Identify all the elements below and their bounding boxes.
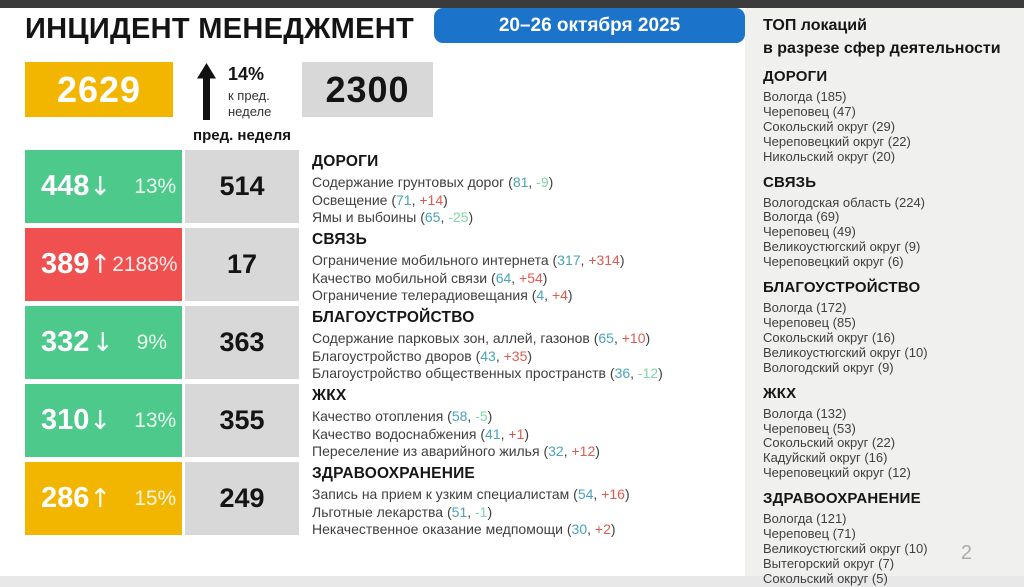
- previous-value-box: 249: [185, 462, 299, 535]
- sidebar-section-header: ЗДРАВООХРАНЕНИЕ: [763, 490, 921, 508]
- subtopic-item: Ограничение мобильного интернета (317, +314): [312, 252, 625, 268]
- location-item: Череповец (49): [763, 224, 856, 240]
- category-header: СВЯЗЬ: [312, 231, 367, 248]
- previous-value-box: 363: [185, 306, 299, 379]
- location-item: Череповец (53): [763, 420, 856, 436]
- location-item: Череповец (85): [763, 314, 856, 330]
- current-value: 332: [41, 326, 90, 358]
- sidebar-section-zhkh: [763, 385, 1014, 482]
- sidebar-section-blagoustroystvo: [763, 279, 1014, 376]
- category-row-zhkh: [25, 384, 757, 460]
- location-item: Череповец (47): [763, 103, 856, 119]
- subtopic-item: Содержание парковых зон, аллей, газонов (65, +10): [312, 330, 651, 346]
- current-value: 310: [41, 404, 90, 436]
- location-item: Вологда (172): [763, 300, 847, 316]
- sidebar-section-header: БЛАГОУСТРОЙСТВО: [763, 279, 921, 297]
- location-item: Череповецкий округ (12): [763, 465, 911, 481]
- current-value-box: [25, 384, 182, 457]
- sidebar-section-header: СВЯЗЬ: [763, 173, 817, 191]
- category-header: БЛАГОУСТРОЙСТВО: [312, 309, 475, 326]
- location-item: Великоустюгский округ (9): [763, 239, 921, 255]
- total-previous-week-value: 2300: [302, 62, 433, 117]
- sidebar-section-header: ДОРОГИ: [763, 68, 828, 85]
- subtopic-item: Освещение (71, +14): [312, 191, 448, 208]
- location-item: Сокольский округ (5): [763, 570, 888, 586]
- category-details: [312, 306, 757, 382]
- sidebar-section-svyaz: [763, 174, 1014, 271]
- current-value: 448: [41, 170, 90, 202]
- category-details: [312, 228, 757, 304]
- current-value-box: [25, 228, 182, 301]
- location-item: Череповецкий округ (6): [763, 254, 904, 270]
- previous-value-box: 514: [185, 150, 299, 223]
- location-item: Череповец (71): [763, 526, 856, 542]
- subtopic-item: Благоустройство дворов (43, +35): [312, 347, 533, 364]
- page-number: 2: [960, 542, 972, 564]
- subtopic-item: Качество водоснабжения (41, +1): [312, 425, 530, 442]
- subtopic-item: Некачественное оказание медпомощи (30, +2): [312, 521, 616, 538]
- category-header: ДОРОГИ: [312, 153, 379, 170]
- category-row-dorogi: [25, 150, 757, 226]
- category-row-svyaz: [25, 228, 757, 304]
- trend-percent: 2188%: [112, 252, 178, 276]
- location-item: Вытегорский округ (7): [763, 555, 895, 571]
- total-change-caption-line2: неделе: [228, 103, 272, 119]
- subtopic-item: Ограничение телерадиовещания (4, +4): [312, 287, 573, 304]
- previous-week-column-label: пред. неделя: [193, 127, 291, 144]
- location-item: Кадуйский округ (16): [763, 450, 888, 466]
- total-change-percent: 14%: [228, 64, 265, 84]
- date-range-badge: 20–26 октября 2025: [434, 8, 745, 43]
- subtopic-item: Льготные лекарства (51, -1): [312, 503, 493, 520]
- trend-percent: 13%: [134, 174, 177, 198]
- location-item: Вологодский округ (9): [763, 359, 894, 375]
- trend-percent: 13%: [134, 408, 177, 432]
- location-item: Никольский округ (20): [763, 148, 896, 164]
- location-item: Череповецкий округ (22): [763, 133, 911, 149]
- up-arrow-icon: [197, 63, 216, 120]
- location-item: Вологда (121): [763, 511, 847, 527]
- location-item: Вологда (185): [763, 89, 847, 104]
- trend-percent: 9%: [136, 330, 167, 354]
- subtopic-item: Качество отопления (58, -5): [312, 408, 493, 424]
- page-title: ИНЦИДЕНТ МЕНЕДЖМЕНТ: [25, 13, 415, 45]
- subtopic-item: Запись на прием к узким специалистам (54, +16): [312, 486, 630, 502]
- location-item: Великоустюгский округ (10): [763, 344, 928, 360]
- top-locations-sidebar: [745, 0, 1024, 586]
- previous-value-box: 355: [185, 384, 299, 457]
- current-value: 389: [41, 248, 90, 280]
- category-details: [312, 150, 757, 226]
- top-divider-bar: [0, 0, 1024, 8]
- location-item: Вологодская область (224): [763, 194, 926, 210]
- subtopic-item: Благоустройство общественных пространств (36, -12): [312, 365, 663, 382]
- location-item: Сокольский округ (29): [763, 118, 896, 134]
- trend-up-arrow-icon: ↑: [89, 483, 112, 514]
- current-value: 286: [41, 482, 90, 514]
- current-value-box: [25, 462, 182, 535]
- sidebar-section-zdravookhranenie: [763, 490, 1014, 587]
- total-change-block: [228, 64, 271, 119]
- sidebar-title-line1: ТОП локаций: [763, 17, 867, 34]
- location-item: Сокольский округ (16): [763, 329, 896, 345]
- location-item: Вологда (69): [763, 209, 840, 225]
- category-header: ЖКХ: [312, 387, 347, 404]
- category-rows: [25, 150, 757, 540]
- sidebar-title-line2: в разрезе сфер деятельности: [763, 39, 1001, 57]
- sidebar-section-dorogi: [763, 68, 1014, 165]
- category-details: [312, 462, 757, 538]
- previous-value-box: 17: [185, 228, 299, 301]
- category-details: [312, 384, 757, 460]
- location-item: Сокольский округ (22): [763, 435, 896, 451]
- current-value-box: [25, 306, 182, 379]
- trend-down-arrow-icon: ↓: [89, 405, 112, 436]
- trend-percent: 15%: [134, 486, 177, 510]
- category-row-blagoustroystvo: [25, 306, 757, 382]
- sidebar-section-header: ЖКХ: [763, 384, 797, 402]
- trend-down-arrow-icon: ↓: [89, 171, 112, 202]
- trend-up-arrow-icon: ↑: [89, 249, 112, 280]
- subtopic-item: Переселение из аварийного жилья (32, +12): [312, 443, 600, 460]
- category-row-zdravookhranenie: [25, 462, 757, 538]
- location-item: Великоустюгский округ (10): [763, 540, 928, 556]
- total-current-week-value: 2629: [25, 62, 173, 117]
- subtopic-item: Качество мобильной связи (64, +54): [312, 269, 548, 286]
- trend-down-arrow-icon: ↓: [91, 327, 114, 358]
- category-header: ЗДРАВООХРАНЕНИЕ: [312, 465, 475, 482]
- location-item: Вологда (132): [763, 405, 847, 421]
- subtopic-item: Ямы и выбоины (65, -25): [312, 209, 474, 226]
- total-change-caption-line1: к пред.: [228, 88, 270, 103]
- current-value-box: [25, 150, 182, 223]
- subtopic-item: Содержание грунтовых дорог (81, -9): [312, 174, 554, 190]
